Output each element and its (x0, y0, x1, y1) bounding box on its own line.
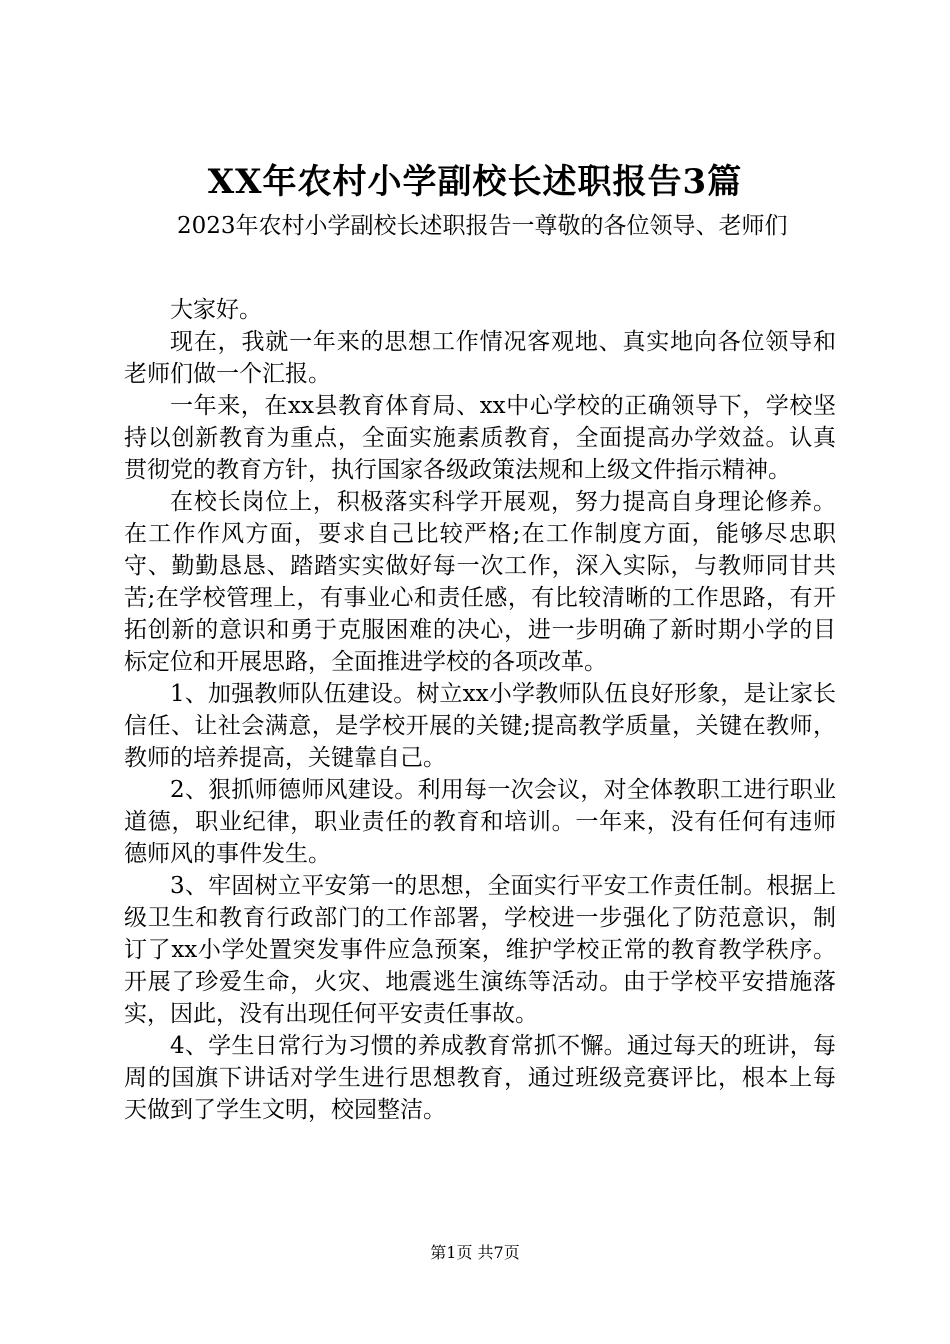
paragraph: 4、学生日常行为习惯的养成教育常抓不懈。通过每天的班讲，每周的国旗下讲话对学生进行思想教育，通过班级竞赛评比，根本上每天做到了学生文明，校园整洁。 (124, 1033, 836, 1123)
paragraph: 一年来，在xx县教育体育局、xx中心学校的正确领导下，学校坚持以创新教育为重点，全面实施素质教育，全面提高办学效益。认真贯彻党的教育方针，执行国家各级政策法规和上级文件指示精神。 (124, 393, 836, 483)
document-body (124, 294, 836, 1126)
paragraph: 大家好。 (170, 297, 262, 323)
paragraph: 2、狠抓师德师风建设。利用每一次会议，对全体教职工进行职业道德，职业纪律，职业责任的教育和培训。一年来，没有任何有违师德师风的事件发生。 (124, 777, 836, 867)
document-title: XX年农村小学副校长述职报告3篇 (207, 162, 743, 202)
document-subtitle: 2023年农村小学副校长述职报告一尊敬的各位领导、老师们 (177, 213, 788, 239)
page-number-footer: 第1页 共7页 (430, 1243, 520, 1262)
paragraph: 在校长岗位上，积极落实科学开展观，努力提高自身理论修养。在工作作风方面，要求自己比较严格;在工作制度方面，能够尽忠职守、勤勤恳恳、踏踏实实做好每一次工作，深入实际，与教师同甘共苦;在学校管理上，有事业心和责任感，有比较清晰的工作思路，有开拓创新的意识和勇于克服困难的决心，进一步明确了新时期小学的目标定位和开展思路，全面推进学校的各项改革。 (124, 489, 836, 675)
paragraph: 现在，我就一年来的思想工作情况客观地、真实地向各位领导和老师们做一个汇报。 (124, 329, 836, 387)
paragraph: 1、加强教师队伍建设。树立xx小学教师队伍良好形象，是让家长信任、让社会满意，是学校开展的关键;提高教学质量，关键在教师，教师的培养提高，关键靠自己。 (124, 681, 836, 771)
paragraph: 3、牢固树立平安第一的思想，全面实行平安工作责任制。根据上级卫生和教育行政部门的工作部署，学校进一步强化了防范意识，制订了xx小学处置突发事件应急预案，维护学校正常的教育教学秩序。开展了珍爱生命，火灾、地震逃生演练等活动。由于学校平安措施落实，因此，没有出现任何平安责任事故。 (124, 873, 836, 1027)
